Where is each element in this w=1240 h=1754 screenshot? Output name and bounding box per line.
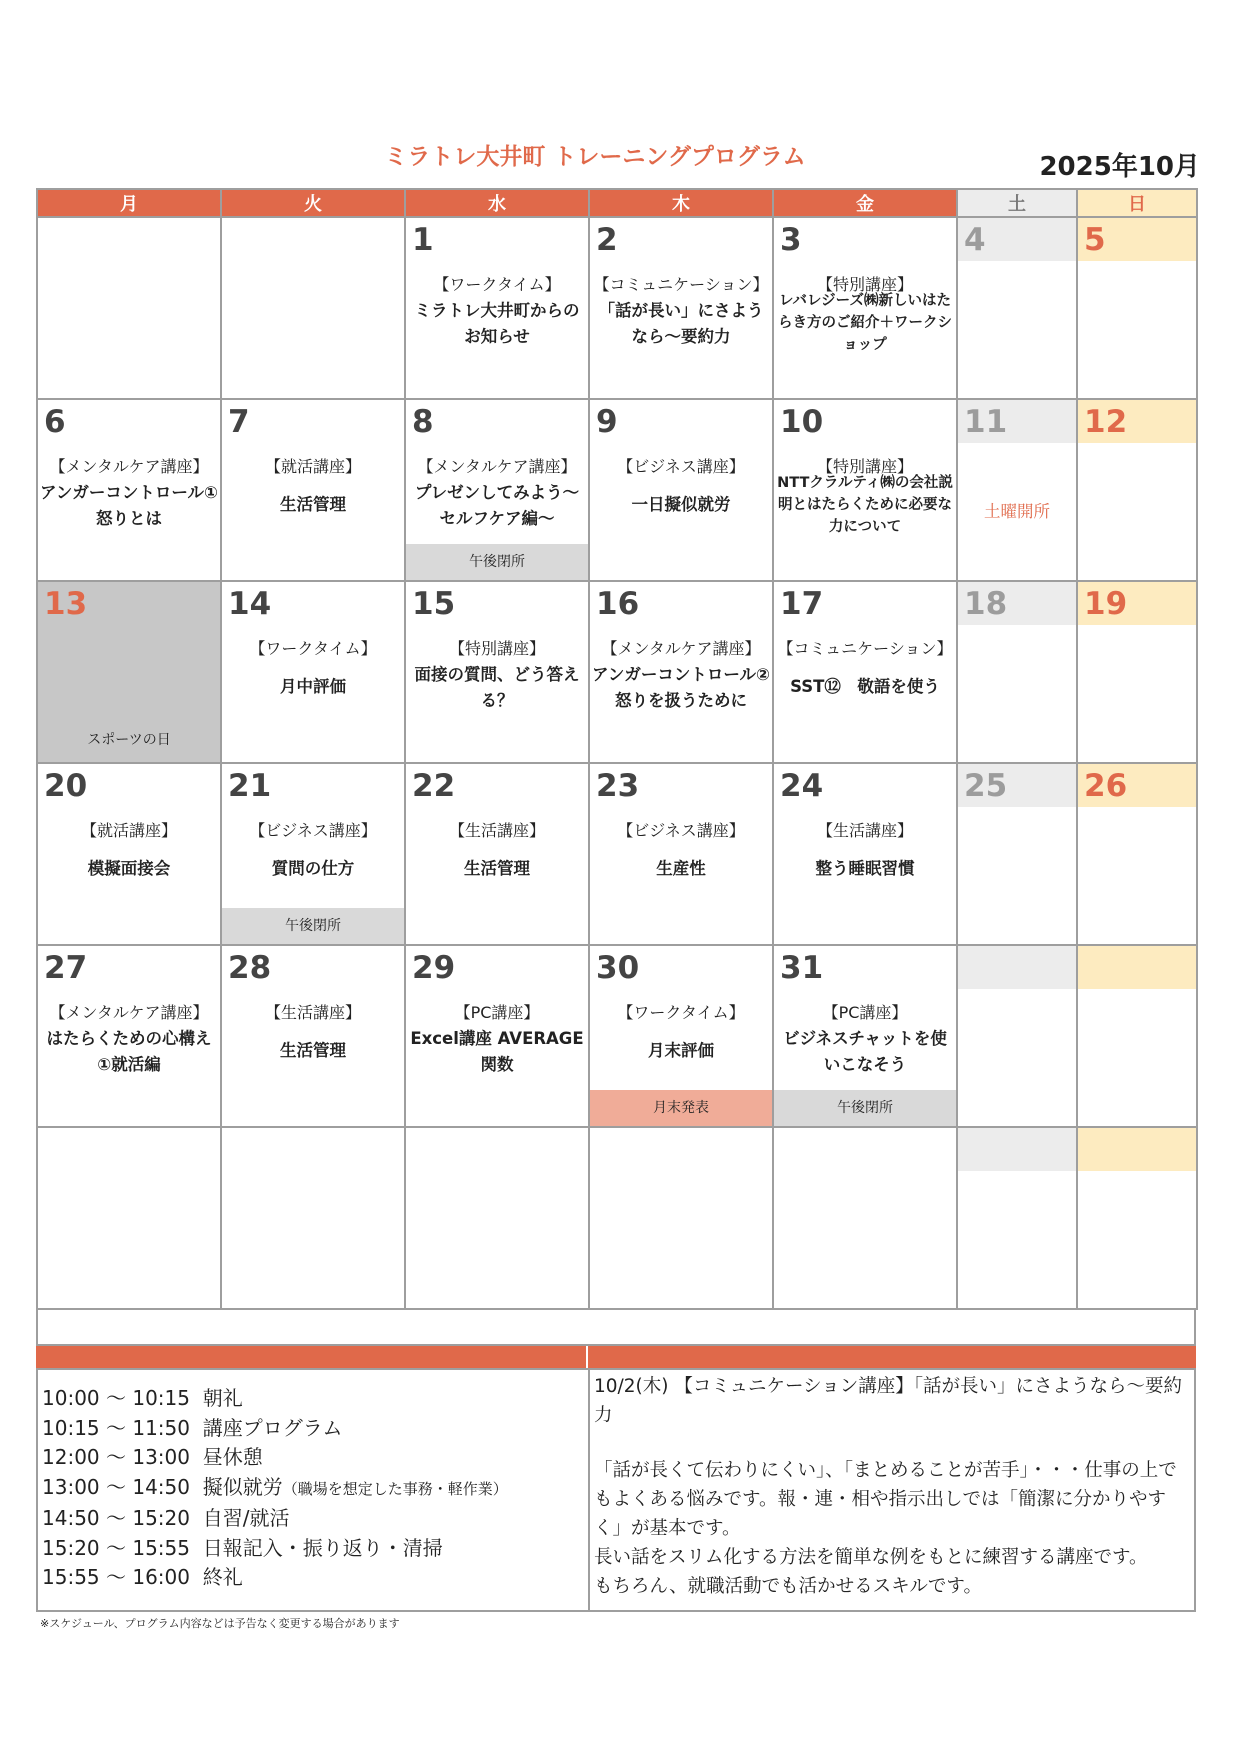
day-number: 12 (1084, 404, 1128, 440)
day-cell-19 (1077, 581, 1197, 763)
day-cell-empty (37, 217, 221, 399)
program-category: 【特別講座】 (816, 457, 913, 476)
day-cell-7 (221, 399, 405, 581)
program-title: NTTクラルティ㈱の会社説明とはたらくために必要な力について (777, 475, 953, 535)
day-cell-3 (773, 217, 957, 399)
day-cell-16 (589, 581, 773, 763)
day-cell-18 (957, 581, 1077, 763)
program-category: 【メンタルケア講座】 (601, 639, 761, 658)
description-heading: 10/2(木) 【コミュニケーション講座】「話が長い」にさようなら～要約力 (594, 1376, 1183, 1426)
day-number: 6 (44, 404, 66, 440)
schedule-time: 12:00 ～ 13:00 (42, 1445, 190, 1469)
day-number: 24 (780, 768, 824, 804)
program-category: 【ビジネス講座】 (617, 821, 745, 840)
program-title: 整う睡眠習慣 (815, 859, 915, 878)
day-number: 17 (780, 586, 824, 622)
page-title: ミラトレ大井町 トレーニングプログラム (384, 144, 806, 170)
day-number: 27 (44, 950, 88, 986)
day-number: 23 (596, 768, 640, 804)
day-number: 1 (412, 222, 434, 258)
description-paragraph: もちろん、就職活動でも活かせるスキルです。 (594, 1576, 982, 1597)
program-category: 【ワークタイム】 (249, 639, 377, 658)
day-cell-10 (773, 399, 957, 581)
saturday-band (958, 946, 1076, 989)
day-cell-empty (957, 945, 1077, 1127)
day-number: 10 (780, 404, 824, 440)
day-cell-22 (405, 763, 589, 945)
program-title: SST⑫ 敬語を使う (790, 677, 940, 696)
day-cell-9 (589, 399, 773, 581)
sunday-band (1078, 1128, 1196, 1171)
day-number: 4 (964, 222, 986, 258)
program-title: 月中評価 (280, 677, 346, 696)
day-number: 9 (596, 404, 618, 440)
program-title: 月末評価 (648, 1041, 714, 1060)
day-cell-empty (957, 1127, 1077, 1309)
day-number: 22 (412, 768, 456, 804)
description-paragraph: 長い話をスリム化する方法を簡単な例をもとに練習する講座です。 (594, 1547, 1148, 1568)
day-cell-12 (1077, 399, 1197, 581)
program-title: レバレジーズ㈱新しいはたらき方のご紹介＋ワークショップ (778, 293, 952, 353)
program-category: 【就活講座】 (264, 457, 361, 476)
week-row-2 (37, 399, 1197, 581)
weekday-tue: 火 (221, 189, 405, 217)
day-number: 14 (228, 586, 272, 622)
closure-note: 午後閉所 (406, 544, 588, 580)
schedule-row (42, 1384, 508, 1414)
day-number: 31 (780, 950, 824, 986)
weekday-header (37, 189, 1197, 217)
week-row-1 (37, 217, 1197, 399)
day-cell-empty (589, 1127, 773, 1309)
panel-divider (588, 1370, 590, 1610)
day-number: 21 (228, 768, 272, 804)
program-category: 【ビジネス講座】 (249, 821, 377, 840)
day-number: 8 (412, 404, 434, 440)
program-title: 一日擬似就労 (631, 495, 731, 514)
day-cell-15 (405, 581, 589, 763)
program-title: はたらくための心構え ①就活編 (46, 1029, 212, 1074)
weekday-sat: 土 (957, 189, 1077, 217)
day-cell-1 (405, 217, 589, 399)
week-row-5 (37, 945, 1197, 1127)
program-title: 生活管理 (280, 1041, 346, 1060)
day-cell-23 (589, 763, 773, 945)
schedule-item: 終礼 (202, 1565, 243, 1589)
footnote: ※スケジュール、プログラム内容などは予告なく変更する場合があります (40, 1617, 400, 1630)
day-cell-6 (37, 399, 221, 581)
schedule-row (42, 1504, 508, 1534)
program-category: 【就活講座】 (80, 821, 177, 840)
program-category: 【生活講座】 (448, 821, 545, 840)
day-cell-17 (773, 581, 957, 763)
day-cell-24 (773, 763, 957, 945)
day-cell-13 (37, 581, 221, 763)
program-title: 生産性 (656, 859, 706, 878)
day-cell-29 (405, 945, 589, 1127)
calendar-grid (36, 188, 1198, 1310)
program-category: 【メンタルケア講座】 (417, 457, 577, 476)
weekday-sun: 日 (1077, 189, 1197, 217)
day-cell-30 (589, 945, 773, 1127)
closure-note: 午後閉所 (774, 1090, 956, 1126)
program-category: 【メンタルケア講座】 (49, 457, 209, 476)
schedule-row (42, 1563, 508, 1593)
schedule-row (42, 1473, 508, 1505)
program-title: 生活管理 (280, 495, 346, 514)
schedule-time: 15:20 ～ 15:55 (42, 1535, 190, 1560)
schedule-item: 擬似就労 (202, 1474, 283, 1499)
month-end-note: 月末発表 (590, 1090, 772, 1126)
day-cell-14 (221, 581, 405, 763)
closure-note: 午後閉所 (222, 908, 404, 944)
day-number: 15 (412, 586, 456, 622)
program-category: 【生活講座】 (816, 821, 913, 840)
schedule-item: 自習/就活 (202, 1506, 290, 1530)
schedule-row (42, 1443, 508, 1473)
program-title: アンガーコントロール② 怒りを扱うために (592, 665, 770, 710)
day-number: 26 (1084, 768, 1128, 804)
program-category: 【生活講座】 (264, 1003, 361, 1022)
holiday-name: スポーツの日 (87, 732, 171, 748)
schedule-item: 昼休憩 (202, 1445, 263, 1469)
week-row-6 (37, 1127, 1197, 1309)
day-cell-28 (221, 945, 405, 1127)
week-row-3 (37, 581, 1197, 763)
schedule-time: 15:55 ～ 16:00 (42, 1565, 190, 1589)
day-cell-26 (1077, 763, 1197, 945)
program-category: 【PC講座】 (822, 1003, 908, 1022)
month-label: 2025年10月 (1039, 152, 1200, 182)
program-title: 質問の仕方 (271, 859, 355, 878)
day-cell-2 (589, 217, 773, 399)
day-cell-empty (221, 217, 405, 399)
schedule-item: 講座プログラム (202, 1415, 343, 1440)
day-cell-empty (221, 1127, 405, 1309)
sunday-band (1078, 946, 1196, 989)
day-cell-4 (957, 217, 1077, 399)
day-number: 7 (228, 404, 250, 440)
program-title: 生活管理 (464, 859, 530, 878)
schedule-item: 朝礼 (202, 1386, 243, 1410)
day-cell-21 (221, 763, 405, 945)
week-row-4 (37, 763, 1197, 945)
day-cell-11 (957, 399, 1077, 581)
program-title: 模擬面接会 (87, 859, 171, 878)
day-number: 30 (596, 950, 640, 986)
schedule-subnote: （職場を想定した事務・軽作業） (282, 1479, 508, 1498)
program-title: 「話が長い」にさようなら～要約力 (598, 301, 764, 346)
day-number: 18 (964, 586, 1008, 622)
day-cell-8 (405, 399, 589, 581)
day-number: 3 (780, 222, 802, 258)
day-cell-27 (37, 945, 221, 1127)
program-title: 面接の質問、どう答える？ (414, 665, 580, 710)
program-category: 【特別講座】 (816, 275, 913, 294)
day-number: 25 (964, 768, 1008, 804)
daily-schedule (42, 1384, 508, 1593)
day-number: 19 (1084, 586, 1128, 622)
day-cell-empty (37, 1127, 221, 1309)
featured-course-description (594, 1372, 1188, 1601)
schedule-time: 10:15 ～ 11:50 (42, 1415, 190, 1440)
info-header-bar (36, 1346, 1196, 1368)
program-title: ミラトレ大井町からのお知らせ (414, 301, 580, 346)
program-category: 【特別講座】 (448, 639, 545, 658)
day-cell-20 (37, 763, 221, 945)
day-cell-empty (1077, 945, 1197, 1127)
day-number: 20 (44, 768, 88, 804)
day-number: 2 (596, 222, 618, 258)
description-paragraph: 「話が長くて伝わりにくい」、「まとめることが苦手」・・・仕事の上でもよくある悩みです。報・連・相や指示出しでは「簡潔に分かりやすく」が基本です。 (594, 1460, 1177, 1539)
program-title: ビジネスチャットを使いこなそう (783, 1029, 947, 1074)
schedule-time: 13:00 ～ 14:50 (42, 1474, 190, 1499)
saturday-band (958, 1128, 1076, 1171)
weekday-mon: 月 (37, 189, 221, 217)
program-category: 【コミュニケーション】 (777, 639, 953, 658)
bar-divider (586, 1346, 588, 1368)
program-category: 【ワークタイム】 (617, 1003, 745, 1022)
weekday-thu: 木 (589, 189, 773, 217)
day-number: 29 (412, 950, 456, 986)
day-cell-5 (1077, 217, 1197, 399)
program-category: 【ワークタイム】 (433, 275, 561, 294)
day-cell-31 (773, 945, 957, 1127)
program-title: プレゼンしてみよう～セルフケア編～ (414, 483, 580, 528)
program-title: Excel講座 AVERAGE関数 (410, 1029, 584, 1074)
spacer-row (36, 1310, 1196, 1346)
schedule-row (42, 1414, 508, 1444)
day-number: 11 (964, 404, 1008, 440)
schedule-row (42, 1534, 508, 1564)
schedule-item: 日報記入・振り返り・清掃 (202, 1535, 443, 1560)
program-category: 【PC講座】 (454, 1003, 540, 1022)
day-number: 16 (596, 586, 640, 622)
program-category: 【メンタルケア講座】 (49, 1003, 209, 1022)
day-number: 5 (1084, 222, 1106, 258)
info-panel (36, 1368, 1196, 1612)
day-cell-25 (957, 763, 1077, 945)
program-category: 【コミュニケーション】 (593, 275, 769, 294)
program-title: アンガーコントロール① 怒りとは (40, 483, 218, 528)
saturday-open-note: 土曜開所 (984, 502, 1050, 521)
weekday-fri: 金 (773, 189, 957, 217)
day-cell-empty (773, 1127, 957, 1309)
weekday-wed: 水 (405, 189, 589, 217)
schedule-time: 14:50 ～ 15:20 (42, 1506, 190, 1530)
day-number: 28 (228, 950, 272, 986)
program-category: 【ビジネス講座】 (617, 457, 745, 476)
day-cell-empty (1077, 1127, 1197, 1309)
day-cell-empty (405, 1127, 589, 1309)
schedule-time: 10:00 ～ 10:15 (42, 1386, 190, 1410)
day-number: 13 (44, 586, 88, 622)
